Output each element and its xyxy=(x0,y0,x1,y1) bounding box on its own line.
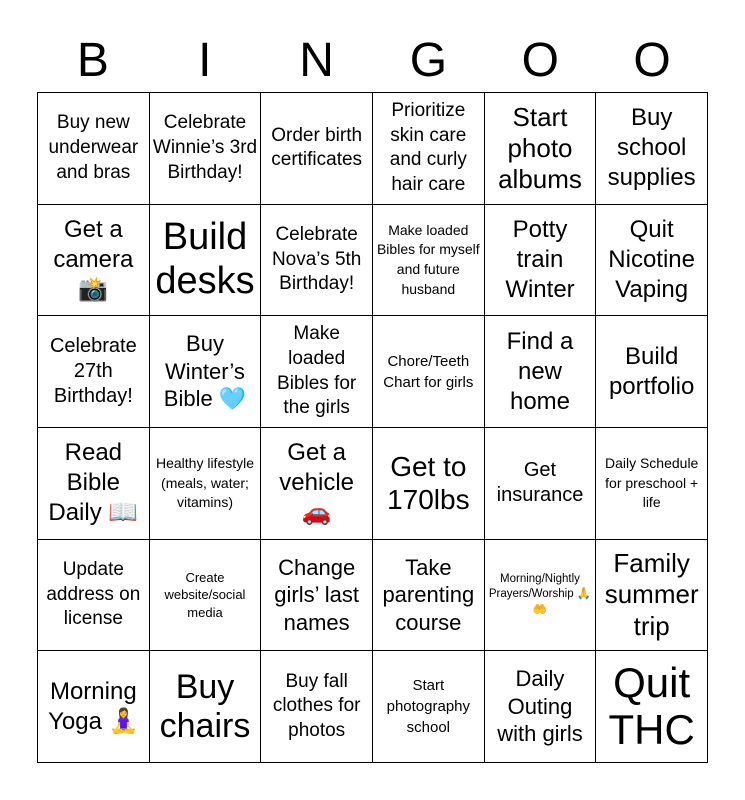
bingo-cell[interactable]: Celebrate Nova’s 5th Birthday! xyxy=(261,205,373,317)
bingo-cell[interactable]: Build portfolio xyxy=(596,316,708,428)
header-letter-o: O xyxy=(521,34,559,87)
bingo-cell[interactable]: Healthy lifestyle (meals, water; vitamins) xyxy=(150,428,262,540)
bingo-cell[interactable]: Change girls’ last names xyxy=(261,540,373,652)
bingo-cell[interactable]: Buy Winter’s Bible 🩵 xyxy=(150,316,262,428)
bingo-cell[interactable]: Family summer trip xyxy=(596,540,708,652)
bingo-cell[interactable]: Morning/Nightly Prayers/Worship 🙏🤲 xyxy=(485,540,597,652)
bingo-cell[interactable]: Start photo albums xyxy=(485,93,597,205)
bingo-cell[interactable]: Start photography school xyxy=(373,651,485,763)
bingo-cell[interactable]: Celebrate Winnie’s 3rd Birthday! xyxy=(150,93,262,205)
bingo-cell[interactable]: Find a new home xyxy=(485,316,597,428)
bingo-cell[interactable]: Celebrate 27th Birthday! xyxy=(38,316,150,428)
bingo-cell[interactable]: Buy school supplies xyxy=(596,93,708,205)
bingo-cell[interactable]: Potty train Winter xyxy=(485,205,597,317)
bingo-cell[interactable]: Update address on license xyxy=(38,540,150,652)
bingo-cell[interactable]: Daily Schedule for preschool + life xyxy=(596,428,708,540)
bingo-cell[interactable]: Create website/social media xyxy=(150,540,262,652)
header-letter-i: I xyxy=(198,34,212,87)
bingo-cell[interactable]: Get a vehicle 🚗 xyxy=(261,428,373,540)
bingo-cell[interactable]: Buy new underwear and bras xyxy=(38,93,150,205)
header-letter-n: N xyxy=(299,34,334,87)
bingo-cell[interactable]: Chore/Teeth Chart for girls xyxy=(373,316,485,428)
header-letter-g: G xyxy=(409,34,448,87)
bingo-cell[interactable]: Read Bible Daily 📖 xyxy=(38,428,150,540)
bingo-cell[interactable]: Get insurance xyxy=(485,428,597,540)
bingo-cell[interactable]: Morning Yoga 🧘‍♀️ xyxy=(38,651,150,763)
bingo-cell[interactable]: Make loaded Bibles for myself and future husband xyxy=(373,205,485,317)
bingo-cell[interactable]: Get to 170lbs xyxy=(373,428,485,540)
bingo-grid xyxy=(37,92,708,763)
bingo-cell[interactable]: Quit Nicotine Vaping xyxy=(596,205,708,317)
bingo-cell[interactable]: Order birth certificates xyxy=(261,93,373,205)
bingo-header xyxy=(37,30,708,92)
bingo-cell[interactable]: Prioritize skin care and curly hair care xyxy=(373,93,485,205)
bingo-cell[interactable]: Buy chairs xyxy=(150,651,262,763)
bingo-cell[interactable]: Quit THC xyxy=(596,651,708,763)
bingo-cell[interactable]: Make loaded Bibles for the girls xyxy=(261,316,373,428)
header-letter-o-2: O xyxy=(633,34,671,87)
bingo-cell[interactable]: Build desks xyxy=(150,205,262,317)
bingo-cell[interactable]: Buy fall clothes for photos xyxy=(261,651,373,763)
bingo-cell[interactable]: Take parenting course xyxy=(373,540,485,652)
bingo-cell[interactable]: Get a camera 📸 xyxy=(38,205,150,317)
header-letter-b: B xyxy=(76,34,109,87)
bingo-cell[interactable]: Daily Outing with girls xyxy=(485,651,597,763)
